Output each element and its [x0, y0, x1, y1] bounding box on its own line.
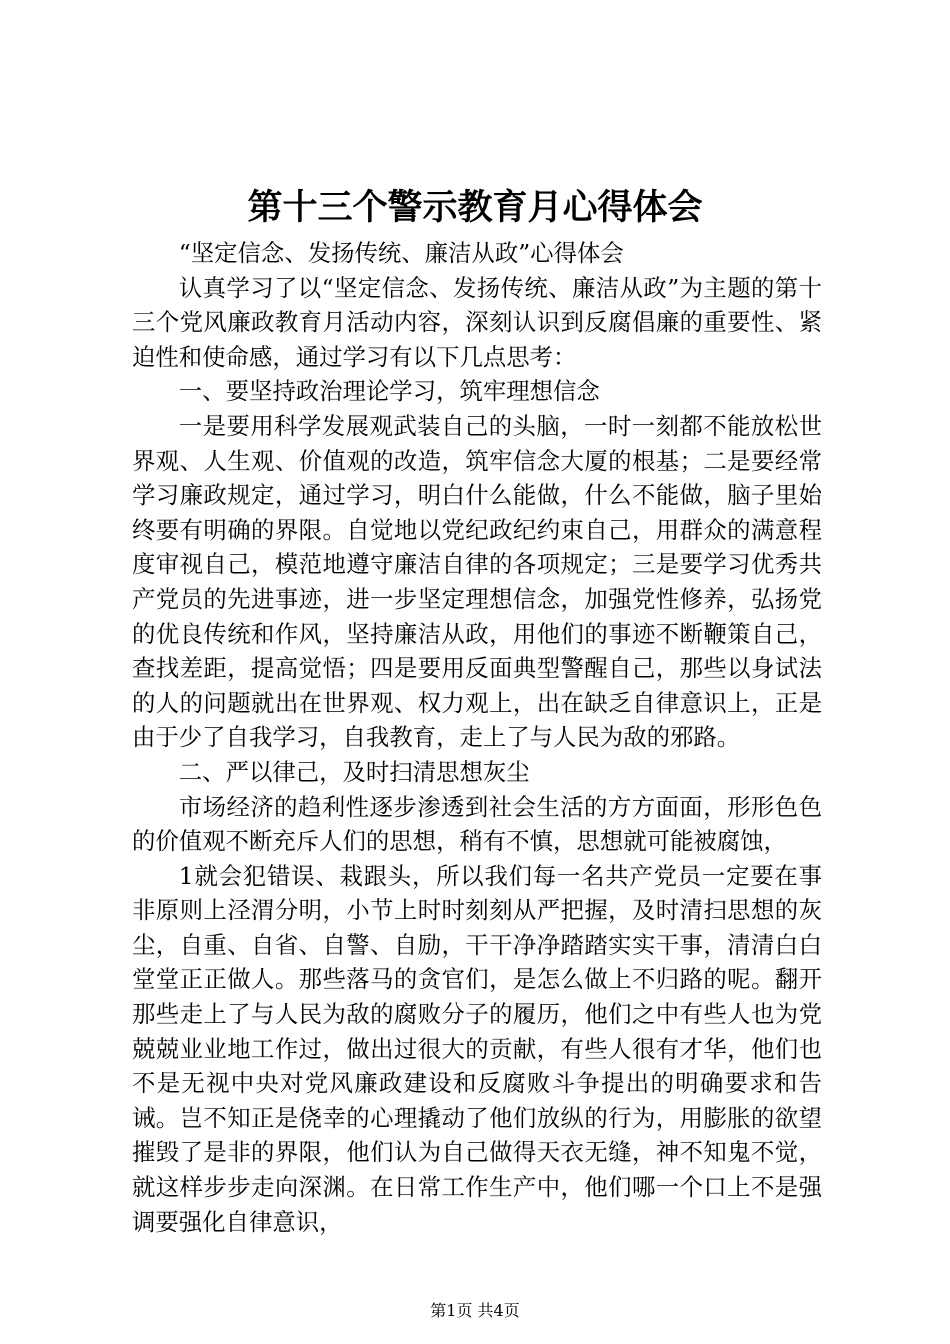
section-heading-2: 二、严以律己，及时扫清思想灰尘	[178, 757, 530, 786]
subtitle-paragraph: “坚定信念、发扬传统、廉洁从政”心得体会	[178, 239, 624, 267]
intro-paragraph: 认真学习了以“坚定信念、发扬传统、廉洁从政”为主题的第十三个党风廉政教育月活动内容，深刻认识到反腐倡廉的重要性、紧迫性和使命感，通过学习有以下几点思考：	[132, 273, 822, 371]
page-number-footer: 第1页 共4页	[430, 1301, 520, 1320]
document-body	[132, 236, 822, 1239]
section-2-paragraph: 市场经济的趋利性逐步渗透到社会生活的方方面面，形形色色的价值观不断充斥人们的思想，稍有不慎，思想就可能被腐蚀，	[132, 792, 822, 856]
document-title: 第十三个警示教育月心得体会	[247, 187, 703, 228]
section-1-paragraph: 一是要用科学发展观武装自己的头脑，一时一刻都不能放松世界观、人生观、价值观的改造，筑牢信念大厦的根基；二是要经常学习廉政规定，通过学习，明白什么能做，什么不能做，脑子里始终要有明确的界限。自觉地以党纪政纪约束自己，用群众的满意程度审视自己，模范地遵守廉洁自律的各项规定；三是要学习优秀共产党员的先进事迹，进一步坚定理想信念，加强党性修养，弘扬党的优良传统和作风，坚持廉洁从政，用他们的事迹不断鞭策自己，查找差距，提高觉悟；四是要用反面典型警醒自己，那些以身试法的人的问题就出在世界观、权力观上，出在缺乏自律意识上，正是由于少了自我学习，自我教育，走上了与人民为敌的邪路。	[132, 411, 822, 752]
section-heading-1: 一、要坚持政治理论学习，筑牢理想信念	[178, 377, 600, 406]
section-2-continuation-paragraph: 1就会犯错误、栽跟头，所以我们每一名共产党员一定要在事非原则上泾渭分明，小节上时时刻刻从严把握，及时清扫思想的灰尘，自重、自省、自警、自励，干干净净踏踏实实干事，清清白白堂堂正正做人。那些落马的贪官们，是怎么做上不归路的呢。翻开那些走上了与人民为敌的腐败分子的履历，他们之中有些人也为党兢兢业业地工作过，做出过很大的贡献，有些人很有才华，他们也不是无视中央对党风廉政建设和反腐败斗争提出的明确要求和告诫。岂不知正是侥幸的心理撬动了他们放纵的行为，用膨胀的欲望摧毁了是非的界限，他们认为自己做得天衣无缝，神不知鬼不觉，就这样步步走向深渊。在日常工作生产中，他们哪一个口上不是强调要强化自律意识，	[132, 861, 822, 1236]
